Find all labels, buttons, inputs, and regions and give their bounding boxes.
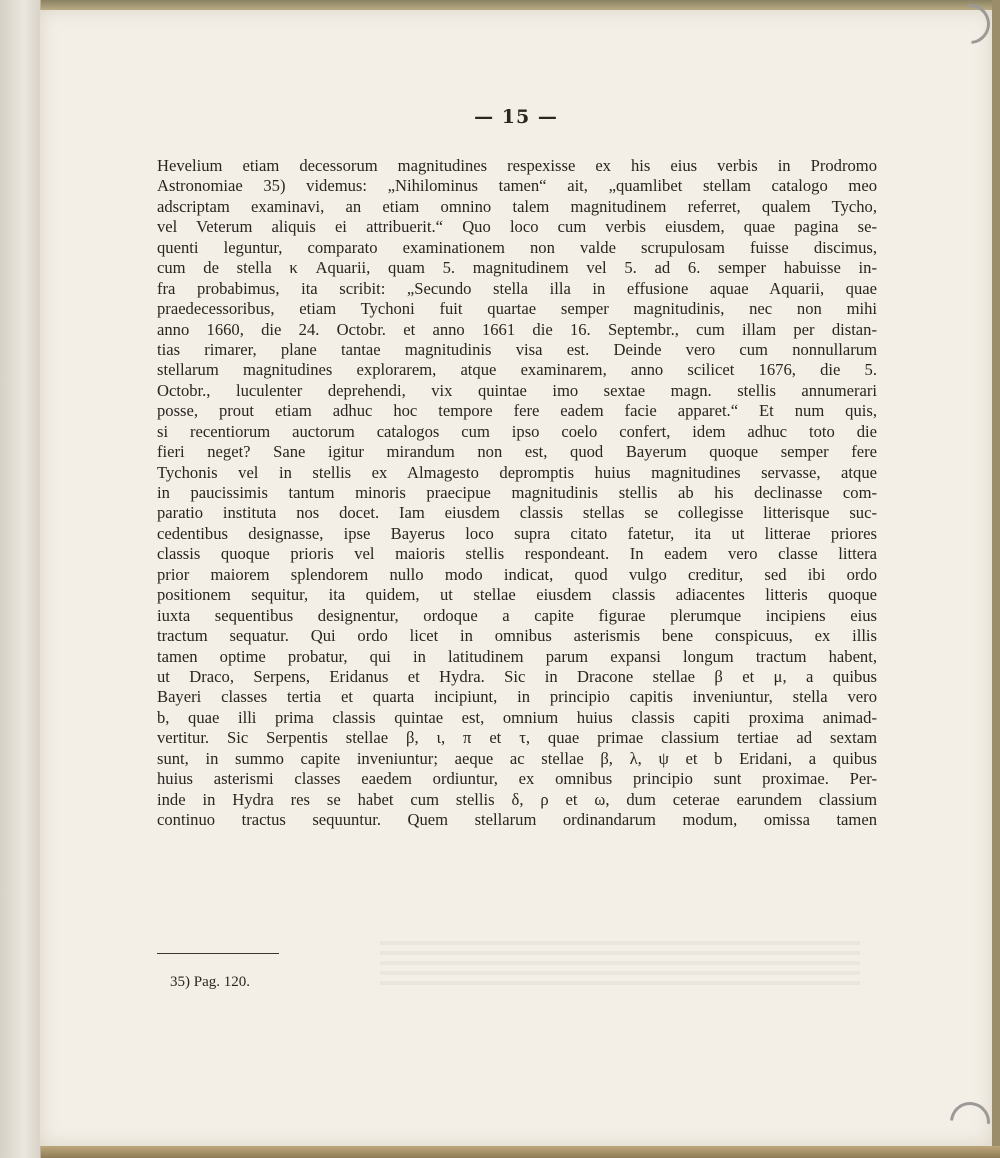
text-line: posse, prout etiam adhuc hoc tempore fere eadem facie apparet.“ Et num quis, [157, 401, 877, 421]
text-line: tractum sequatur. Qui ordo licet in omnibus asterismis bene conspicuus, ex illis [157, 626, 877, 646]
text-line: b, quae illi prima classis quintae est, omnium huius classis capiti proxima animad- [157, 707, 877, 727]
text-line: si recentiorum auctorum catalogos cum ipso coelo confert, idem adhuc toto die [157, 421, 877, 441]
show-through-text [380, 935, 860, 985]
text-line: Octobr., luculenter deprehendi, vix quintae imo sextae magn. stellis annumerari [157, 380, 877, 400]
text-line: cum de stella κ Aquarii, quam 5. magnitudinem vel 5. ad 6. semper habuisse in- [157, 258, 877, 278]
text-line: classis quoque prioris vel maioris stellis respondeant. In eadem vero classe littera [157, 544, 877, 564]
text-line: ut Draco, Serpens, Eridanus et Hydra. Sic in Dracone stellae β et μ, a quibus [157, 666, 877, 686]
text-line: in paucissimis tantum minoris praecipue magnitudinis stellis ab his declinasse com- [157, 483, 877, 502]
text-line: Bayeri classes tertia et quarta incipiunt, in principio capitis inveniuntur, stella vero [157, 687, 877, 707]
text-line: vertitur. Sic Serpentis stellae β, ι, π et τ, quae primae classium tertiae ad sextam [157, 728, 877, 748]
text-line: vel Veterum aliquis ei attribuerit.“ Quo loco cum verbis eiusdem, quae pagina se- [157, 217, 877, 237]
page-binding-edge [0, 0, 41, 1158]
board-edge-bottom [0, 1146, 1000, 1158]
text-line: Astronomiae 35) videmus: „Nihilominus tamen“ ait, „quamlibet stellam catalogo meo [157, 176, 877, 196]
text-line: praedecessoribus, etiam Tychoni fuit quartae semper magnitudinis, nec non mihi [157, 299, 877, 319]
text-line: continuo tractus sequuntur. Quem stellarum ordinandarum modum, omissa tamen [157, 810, 877, 829]
board-edge-right [992, 0, 1000, 1158]
text-line: inde in Hydra res se habet cum stellis δ, ρ et ω, dum ceterae earundem classium [157, 789, 877, 809]
text-line: prior maiorem splendorem nullo modo indicat, quod vulgo creditur, sed ibi ordo [157, 564, 877, 584]
text-line: tias rimarer, plane tantae magnitudinis visa est. Deinde vero cum nonnullarum [157, 339, 877, 359]
text-line: quenti leguntur, comparato examinationem non valde scrupulosam fuisse discimus, [157, 237, 877, 257]
text-line: cedentibus designasse, ipse Bayerus loco supra citato fatetur, ita ut litterae priores [157, 523, 877, 543]
text-line: Tychonis vel in stellis ex Almagesto depromptis huius magnitudines servasse, atque [157, 462, 877, 482]
book-page [40, 10, 992, 1146]
text-line: fra probabimus, ita scribit: „Secundo stella illa in effusione aquae Aquarii, quae [157, 278, 877, 298]
board-edge-top [0, 0, 1000, 10]
text-line: positionem sequitur, ita quidem, ut stellae eiusdem classis adiacentes litteris quoque [157, 585, 877, 605]
text-line: iuxta sequentibus designentur, ordoque a capite figurae plerumque incipiens eius [157, 605, 877, 625]
footnote-rule [157, 953, 279, 954]
body-text [157, 156, 877, 830]
text-line: anno 1660, die 24. Octobr. et anno 1661 die 16. Septembr., cum illam per distan- [157, 319, 877, 339]
text-line: adscriptam examinavi, an etiam omnino talem magnitudinem referret, qualem Tycho, [157, 196, 877, 216]
page-number: — 15 — [474, 106, 558, 128]
footnote: 35) Pag. 120. [170, 974, 250, 990]
text-line: sunt, in summo capite inveniuntur; aeque ac stellae β, λ, ψ et b Eridani, a quibus [157, 748, 877, 768]
text-line: paratio instituta nos docet. Iam eiusdem classis stellas se collegisse litterisque suc- [157, 503, 877, 523]
text-line: tamen optime probatur, qui in latitudinem parum expansi longum tractum habent, [157, 646, 877, 666]
text-line: huius asterismi classes eaedem ordiuntur, ex omnibus principio sunt proximae. Per- [157, 769, 877, 789]
text-line: stellarum magnitudines explorarem, atque examinarem, anno scilicet 1676, die 5. [157, 360, 877, 380]
text-line: Hevelium etiam decessorum magnitudines respexisse ex his eius verbis in Prodromo [157, 156, 877, 175]
text-line: fieri neget? Sane igitur mirandum non est, quod Bayerum quoque semper fere [157, 442, 877, 462]
